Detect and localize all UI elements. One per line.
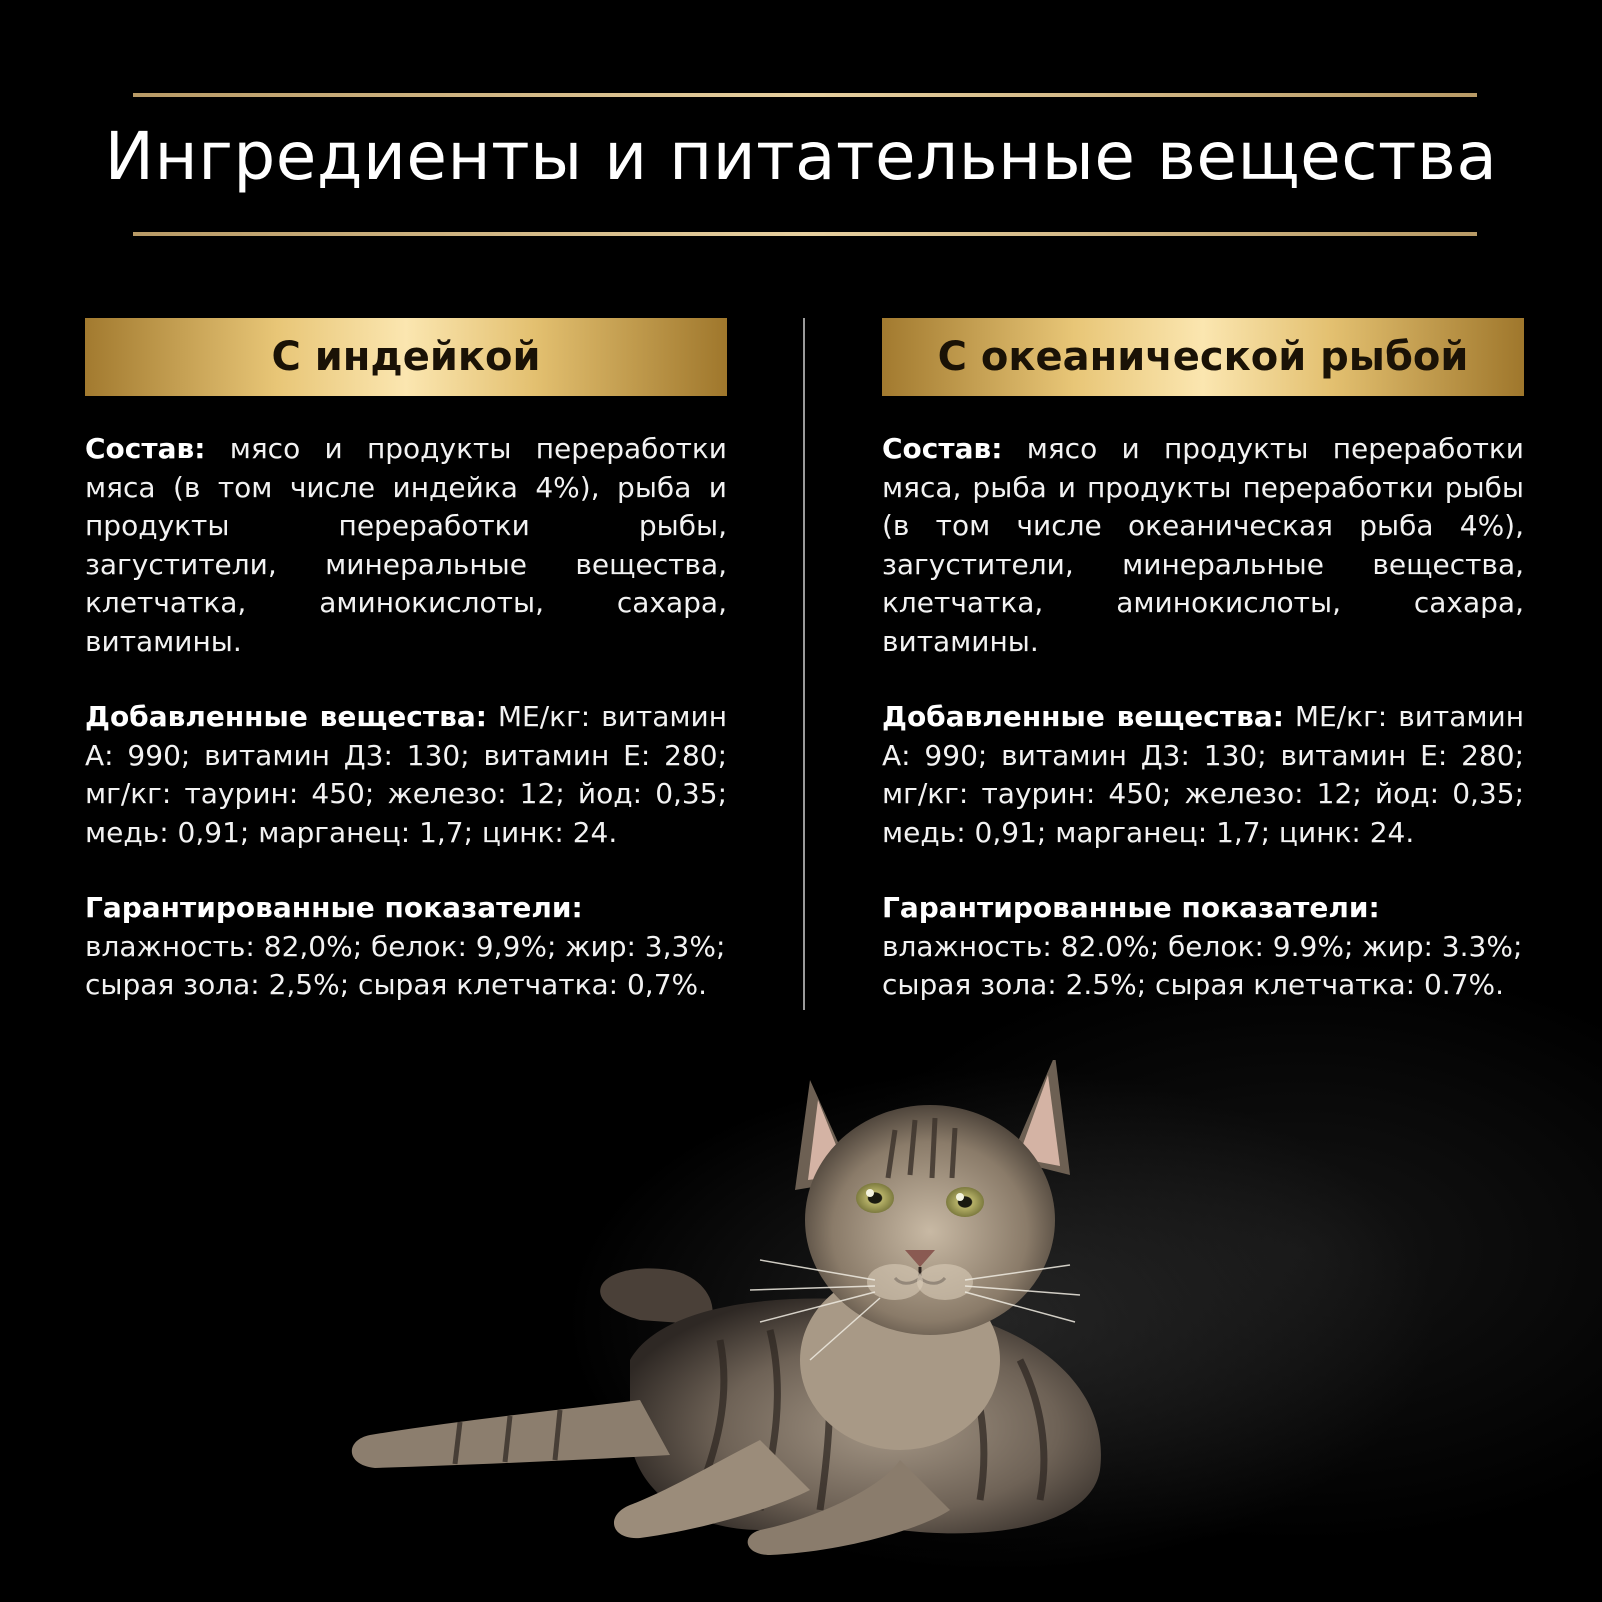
- column-turkey: [85, 318, 727, 1005]
- top-gold-rule: [133, 93, 1477, 97]
- guaranteed-line: сырая зола: 2.5%; сырая клетчатка: 0.7%.: [882, 968, 1505, 1001]
- composition-label: Состав:: [85, 432, 206, 465]
- additives-label: Добавленные вещества:: [882, 700, 1284, 733]
- guaranteed-paragraph: [882, 889, 1524, 1005]
- composition-paragraph: [85, 430, 727, 661]
- guaranteed-line: сырая зола: 2,5%; сырая клетчатка: 0,7%.: [85, 968, 708, 1001]
- composition-text: мясо и продукты переработки мяса (в том числе индейка 4%), рыба и продукты переработки рыбы, загустители, минеральные вещества, клетчатка, аминокислоты, сахара, витамины.: [85, 432, 727, 658]
- guaranteed-label: Гарантированные показатели:: [882, 891, 1380, 924]
- guaranteed-label: Гарантированные показатели:: [85, 891, 583, 924]
- composition-paragraph: [882, 430, 1524, 661]
- guaranteed-line: влажность: 82,0%; белок: 9,9%; жир: 3,3%;: [85, 929, 726, 963]
- column-divider: [803, 318, 805, 1010]
- guaranteed-line: влажность: 82.0%; белок: 9.9%; жир: 3.3%;: [882, 929, 1523, 963]
- cat-image: [340, 1060, 1140, 1580]
- bottom-gold-rule: [133, 232, 1477, 236]
- flavor-tag: С индейкой: [85, 318, 727, 396]
- additives-paragraph: [85, 698, 727, 852]
- additives-text: МЕ/кг: витамин А: 990; витамин Д3: 130; витамин Е: 280; мг/кг: таурин: 450; железо: 12; йод: 0,35; медь: 0,91; марганец: 1,7; цинк: 24.: [85, 700, 727, 849]
- guaranteed-paragraph: [85, 889, 727, 1005]
- composition-text: мясо и продукты переработки мяса, рыба и продукты переработки рыбы (в том числе океаническая рыба 4%), загустители, минеральные вещества, клетчатка, аминокислоты, сахара, витамины.: [882, 432, 1524, 658]
- page-title: Ингредиенты и питательные вещества: [104, 118, 1498, 195]
- additives-label: Добавленные вещества:: [85, 700, 487, 733]
- column-ocean-fish: [882, 318, 1524, 1005]
- composition-label: Состав:: [882, 432, 1003, 465]
- additives-text: МЕ/кг: витамин А: 990; витамин Д3: 130; витамин Е: 280; мг/кг: таурин: 450; железо: 12; йод: 0,35; медь: 0,91; марганец: 1,7; цинк: 24.: [882, 700, 1524, 849]
- flavor-tag: С океанической рыбой: [882, 318, 1524, 396]
- additives-paragraph: [882, 698, 1524, 852]
